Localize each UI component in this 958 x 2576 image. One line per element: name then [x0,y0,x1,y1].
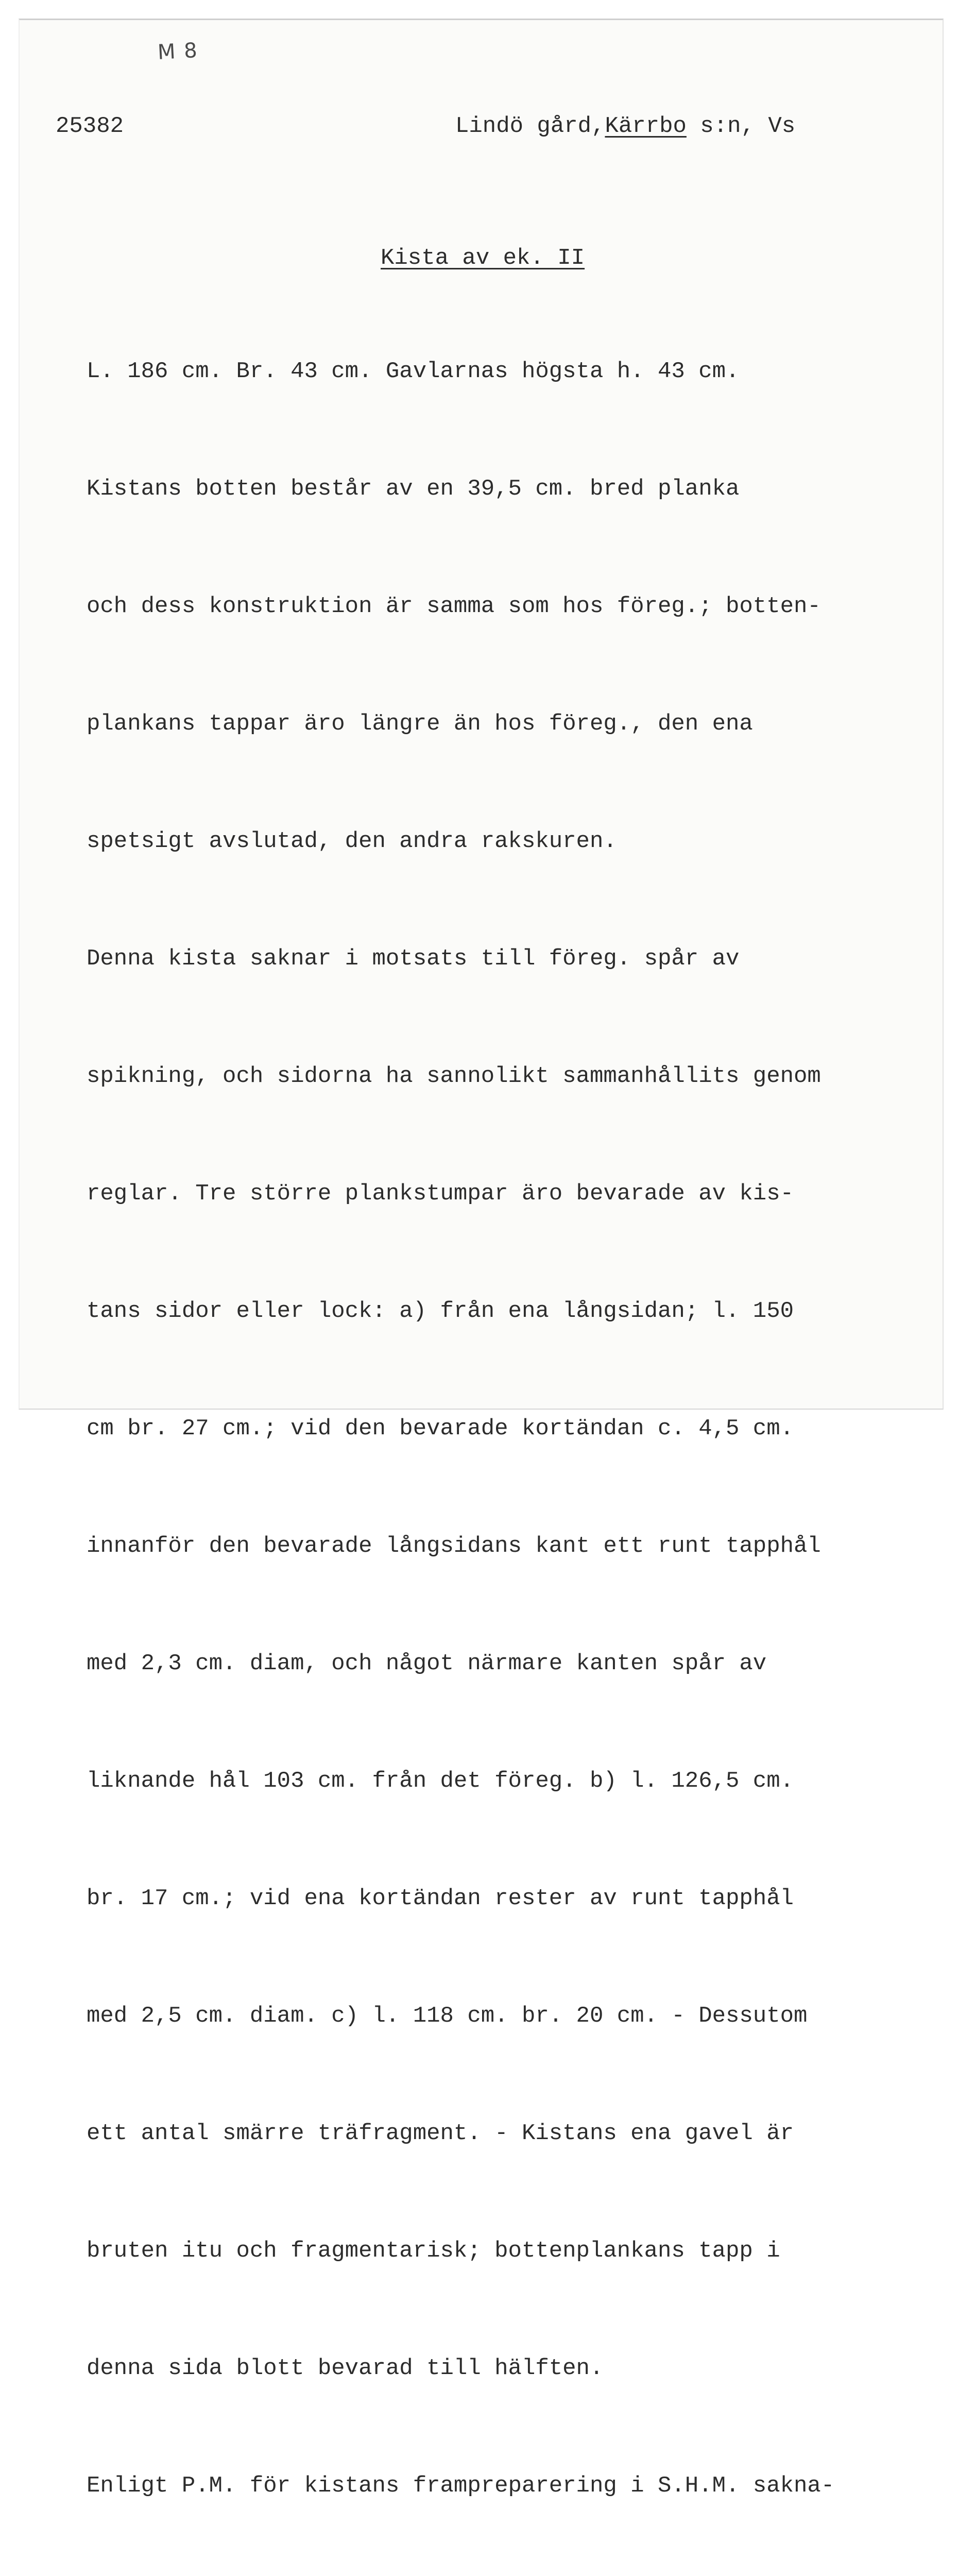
location-parish: Kärrbo [605,113,687,139]
text-line: bruten itu och fragmentarisk; bottenplankans tapp i [87,2238,780,2264]
text-line: br. 17 cm.; vid ena kortändan rester av runt tapphål [87,1886,794,1911]
location-prefix: Lindö gård, [455,113,605,139]
text-line: liknande hål 103 cm. från det föreg. b) l. 126,5 cm. [87,1768,794,1794]
text-line: spikning, och sidorna ha sannolikt sammanhållits genom [87,1063,821,1089]
card-heading: Kista av ek. II [381,245,585,271]
text-line: Enligt P.M. för kistans frampreparering i S.H.M. sakna- [87,2473,835,2499]
location-suffix: s:n, Vs [686,113,796,139]
text-line: spetsigt avslutad, den andra rakskuren. [87,828,617,854]
body-text [87,274,834,2576]
text-line: denna sida blott bevarad till hälften. [87,2355,604,2381]
text-line: Kistans botten består av en 39,5 cm. bred planka [87,476,740,502]
text-line: med 2,5 cm. diam. c) l. 118 cm. br. 20 cm. - Dessutom [87,2003,808,2029]
text-line: med 2,3 cm. diam, och något närmare kanten spår av [87,1651,767,1676]
text-line: plankans tappar äro längre än hos föreg., den ena [87,711,753,737]
text-line: och dess konstruktion är samma som hos föreg.; botten- [87,594,821,619]
handwritten-mark: M 8 [157,38,199,65]
text-line: tans sidor eller lock: a) från ena långsidan; l. 150 [87,1298,794,1324]
catalog-number: 25382 [56,113,124,139]
text-line: L. 186 cm. Br. 43 cm. Gavlarnas högsta h. 43 cm. [87,359,740,384]
text-line: reglar. Tre större plankstumpar äro bevarade av kis- [87,1181,794,1207]
text-line: cm br. 27 cm.; vid den bevarade kortändan c. 4,5 cm. [87,1416,794,1442]
index-card [19,19,944,2499]
text-line: innanför den bevarade långsidans kant ett runt tapphål [87,1533,821,1559]
text-line: ett antal smärre träfragment. - Kistans ena gavel är [87,2121,794,2146]
text-line: Denna kista saknar i motsats till föreg. spår av [87,946,740,972]
location-line [455,107,795,146]
